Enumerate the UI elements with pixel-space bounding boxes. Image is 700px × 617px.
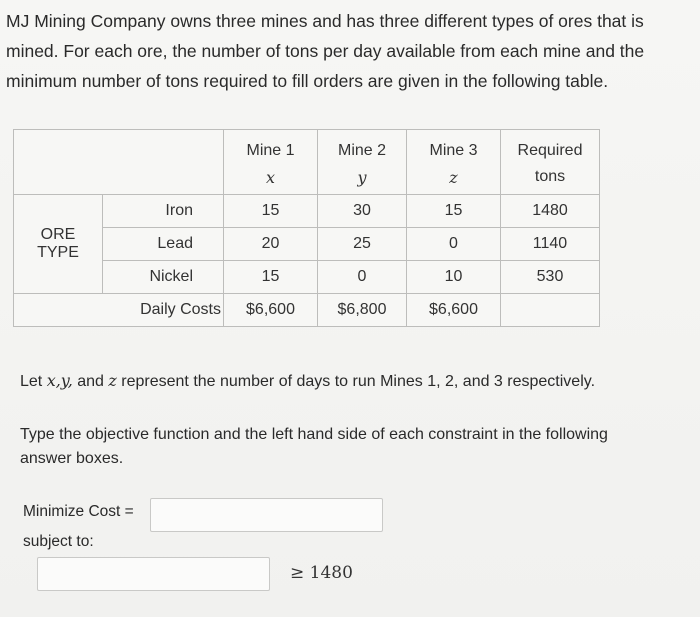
intro-line-3: minimum number of tons required to fill orders are given in the following table.: [6, 71, 609, 91]
constraint-iron-input[interactable]: [37, 557, 270, 591]
var-x-label: x: [224, 160, 318, 195]
intro-line-2: mined. For each ore, the number of tons per day available from each mine and the: [6, 41, 645, 61]
minimize-cost-label: Minimize Cost =: [23, 503, 134, 520]
mine3-header: Mine 3: [407, 130, 501, 161]
table-cell: 530: [501, 261, 600, 294]
daily-costs-label: Daily Costs: [14, 294, 224, 327]
let-prefix: Let: [20, 373, 47, 390]
subject-to-label: subject to:: [23, 533, 94, 550]
objective-function-input[interactable]: [150, 498, 383, 532]
let-suffix: represent the number of days to run Mines 1, 2, and 3 respectively.: [116, 373, 596, 390]
table-cell: 30: [318, 195, 407, 228]
var-z-label: z: [407, 160, 501, 195]
mine2-header: Mine 2: [318, 130, 407, 161]
table-cell: $6,800: [318, 294, 407, 327]
table-cell: 0: [318, 261, 407, 294]
let-z: z: [108, 371, 117, 390]
instructions-line-1: Type the objective function and the left hand side of each constraint in the following: [20, 426, 608, 443]
mine1-header: Mine 1: [224, 130, 318, 161]
problem-statement: [6, 6, 686, 96]
intro-line-1: MJ Mining Company owns three mines and has three different types of ores that is: [6, 11, 644, 31]
ore-table: [13, 129, 600, 327]
table-cell: 15: [407, 195, 501, 228]
table-cell: 20: [224, 228, 318, 261]
ore-name: Lead: [103, 228, 224, 261]
table-cell: 15: [224, 195, 318, 228]
ore-name: Nickel: [103, 261, 224, 294]
table-cell: $6,600: [407, 294, 501, 327]
instructions-text: [20, 423, 685, 471]
required-header: Required: [501, 130, 600, 161]
table-cell: 15: [224, 261, 318, 294]
table-corner-cell: [14, 130, 224, 195]
variables-definition: [20, 369, 685, 394]
ore-type-label: ORE TYPE: [14, 195, 103, 294]
table-cell: 25: [318, 228, 407, 261]
table-cell: 10: [407, 261, 501, 294]
table-header-row: [14, 130, 600, 161]
table-cell: 1140: [501, 228, 600, 261]
table-cell: 1480: [501, 195, 600, 228]
let-vars: x,y,: [46, 371, 73, 390]
table-row: [14, 195, 600, 228]
table-cell: [501, 294, 600, 327]
daily-costs-row: [14, 294, 600, 327]
let-and: and: [72, 373, 109, 390]
table-cell: 0: [407, 228, 501, 261]
instructions-line-2: answer boxes.: [20, 450, 124, 467]
ore-name: Iron: [103, 195, 224, 228]
table-cell: $6,600: [224, 294, 318, 327]
tons-label: tons: [501, 160, 600, 195]
var-y-label: y: [318, 160, 407, 195]
constraint-iron-rhs: ≥ 1480: [290, 563, 353, 583]
